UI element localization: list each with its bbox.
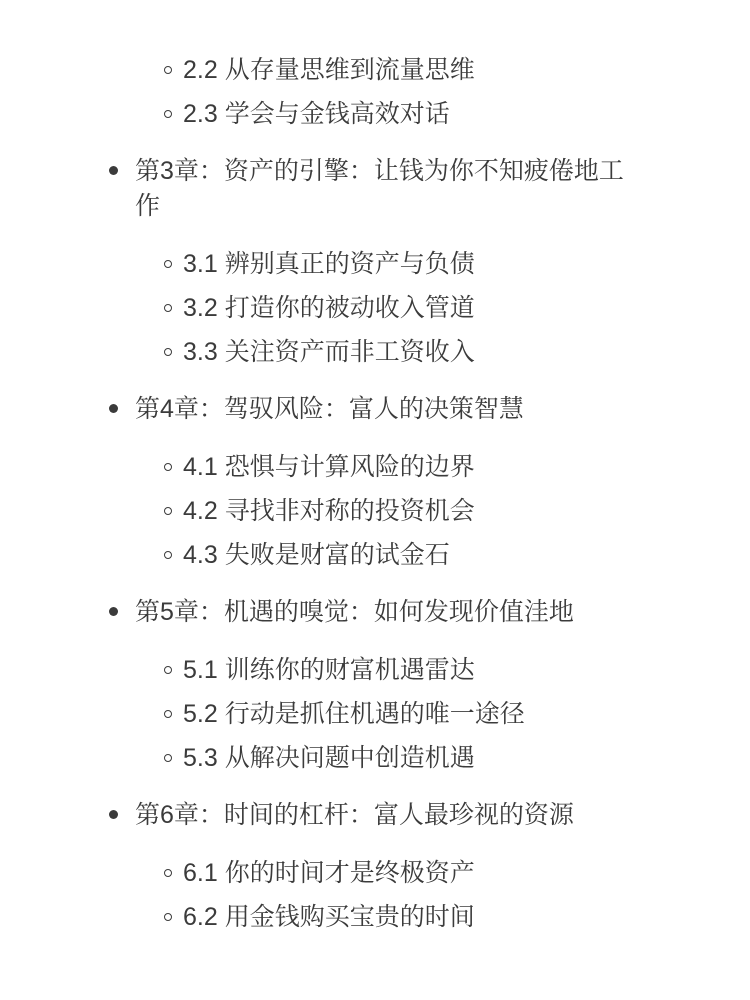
toc-sublist <box>135 30 635 145</box>
subitem-label: 3.2 打造你的被动收入管道 <box>183 294 475 322</box>
toc-subitem <box>183 450 635 494</box>
toc-list <box>135 30 635 957</box>
subitem-label: 3.3 关注资产而非工资收入 <box>183 338 475 366</box>
subitem-label: 2.2 从存量思维到流量思维 <box>183 56 475 84</box>
toc-chapter <box>135 392 635 595</box>
subitem-label: 4.3 失败是财富的试金石 <box>183 541 450 569</box>
bullet-circle-icon <box>164 913 172 921</box>
subitem-label: 6.1 你的时间才是终极资产 <box>183 859 475 887</box>
toc-sublist <box>135 833 635 948</box>
toc-subitem <box>183 335 635 379</box>
toc-sublist <box>135 427 635 586</box>
bullet-disc-icon <box>109 404 118 413</box>
bullet-circle-icon <box>164 463 172 471</box>
bullet-disc-icon <box>109 810 118 819</box>
bullet-disc-icon <box>109 607 118 616</box>
toc-subitem <box>183 291 635 335</box>
bullet-circle-icon <box>164 304 172 312</box>
bullet-circle-icon <box>164 551 172 559</box>
subitem-label: 4.2 寻找非对称的投资机会 <box>183 497 475 525</box>
toc-subitem <box>183 247 635 291</box>
bullet-circle-icon <box>164 507 172 515</box>
subitem-label: 5.1 训练你的财富机遇雷达 <box>183 656 475 684</box>
toc-subitem <box>183 538 635 582</box>
subitem-label: 3.1 辨别真正的资产与负债 <box>183 250 475 278</box>
bullet-disc-icon <box>109 166 118 175</box>
toc-chapter-partial <box>135 30 635 154</box>
toc-subitem <box>183 494 635 538</box>
bullet-circle-icon <box>164 66 172 74</box>
bullet-circle-icon <box>164 710 172 718</box>
toc-subitem <box>183 741 635 785</box>
toc-subitem <box>183 900 635 944</box>
subitem-label: 5.2 行动是抓住机遇的唯一途径 <box>183 700 525 728</box>
chapter-title: 第4章：驾驭风险：富人的决策智慧 <box>135 395 524 423</box>
chapter-title: 第5章：机遇的嗅觉：如何发现价值洼地 <box>135 598 574 626</box>
toc-chapter <box>135 595 635 798</box>
subitem-label: 5.3 从解决问题中创造机遇 <box>183 744 475 772</box>
toc-sublist <box>135 630 635 789</box>
toc-subitem <box>183 653 635 697</box>
toc-chapter <box>135 154 635 392</box>
chapter-title: 第6章：时间的杠杆：富人最珍视的资源 <box>135 801 574 829</box>
bullet-circle-icon <box>164 666 172 674</box>
bullet-circle-icon <box>164 348 172 356</box>
toc-sublist <box>135 224 635 383</box>
subitem-label: 4.1 恐惧与计算风险的边界 <box>183 453 475 481</box>
chapter-title: 第3章：资产的引擎：让钱为你不知疲倦地工作 <box>135 157 624 220</box>
bullet-circle-icon <box>164 869 172 877</box>
toc-subitem <box>183 53 635 97</box>
bullet-circle-icon <box>164 260 172 268</box>
toc-subitem <box>183 856 635 900</box>
subitem-label: 2.3 学会与金钱高效对话 <box>183 100 450 128</box>
subitem-label: 6.2 用金钱购买宝贵的时间 <box>183 903 475 931</box>
bullet-circle-icon <box>164 110 172 118</box>
toc-chapter <box>135 798 635 957</box>
bullet-circle-icon <box>164 754 172 762</box>
toc-subitem <box>183 97 635 141</box>
toc-subitem <box>183 697 635 741</box>
